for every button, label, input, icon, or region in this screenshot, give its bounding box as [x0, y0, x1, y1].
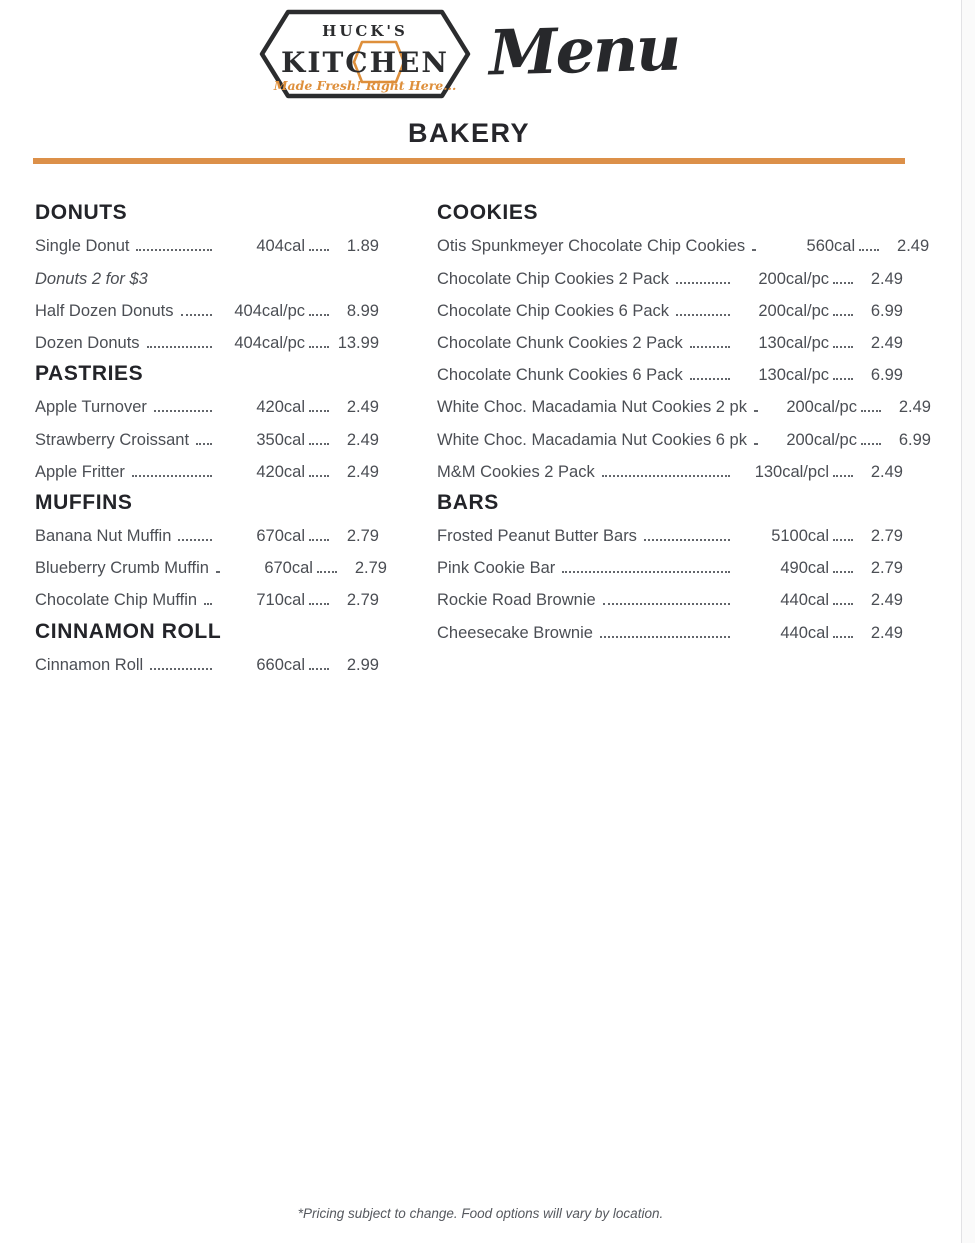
- menu-item-row: [437, 417, 931, 449]
- menu-item-row: [437, 546, 903, 578]
- item-price: 2.49: [870, 591, 903, 610]
- dot-leader: [833, 571, 853, 573]
- item-calories: 670cal: [256, 527, 305, 546]
- item-price: 6.99: [870, 301, 903, 320]
- item-price: 13.99: [337, 333, 379, 352]
- item-calories: 200cal/pc: [758, 301, 829, 320]
- item-calories: 670cal: [264, 559, 313, 578]
- dot-leader: [861, 410, 881, 412]
- item-name: Single Donut: [35, 237, 130, 256]
- menu-column: [437, 192, 931, 675]
- dot-leader: [132, 475, 212, 477]
- dot-leader: [752, 249, 756, 251]
- dot-leader: [602, 475, 730, 477]
- dot-leader: [754, 410, 758, 412]
- item-calories: 200cal/pc: [758, 269, 829, 288]
- menu-item-row: [35, 578, 379, 610]
- item-price: 2.49: [346, 430, 379, 449]
- item-name: Frosted Peanut Butter Bars: [437, 527, 637, 546]
- menu-item-row: [35, 385, 379, 417]
- item-name: White Choc. Macadamia Nut Cookies 2 pk: [437, 398, 747, 417]
- dot-leader: [676, 314, 730, 316]
- footer-note: *Pricing subject to change. Food options will vary by location.: [297, 1206, 664, 1221]
- logo-top-text: HUCK'S: [322, 22, 408, 40]
- dot-leader: [603, 603, 730, 605]
- page-gutter: [962, 0, 975, 1243]
- dot-leader: [309, 249, 329, 251]
- menu-item-row: [35, 321, 379, 353]
- dot-leader: [754, 443, 758, 445]
- section-title: MUFFINS: [35, 490, 133, 514]
- dot-leader: [690, 346, 730, 348]
- dot-leader: [833, 378, 853, 380]
- dot-leader: [690, 378, 730, 380]
- menu-item-row: [437, 256, 903, 288]
- item-price: 2.49: [870, 623, 903, 642]
- item-price: 2.99: [346, 655, 379, 674]
- item-name: Blueberry Crumb Muffin: [35, 559, 209, 578]
- menu-item-row: [437, 321, 903, 353]
- section-title: PASTRIES: [35, 362, 144, 386]
- item-calories: 350cal: [256, 430, 305, 449]
- item-name: Chocolate Chip Muffin: [35, 591, 198, 610]
- item-calories: 420cal: [256, 462, 305, 481]
- dot-leader: [317, 571, 337, 573]
- dot-leader: [562, 571, 730, 573]
- dot-leader: [833, 282, 853, 284]
- item-price: 6.99: [870, 366, 903, 385]
- dot-leader: [600, 636, 730, 638]
- item-price: 2.49: [870, 333, 903, 352]
- item-price: 2.79: [870, 559, 903, 578]
- dot-leader: [147, 346, 212, 348]
- dot-leader: [136, 249, 212, 251]
- dot-leader: [833, 475, 853, 477]
- dot-leader: [154, 410, 212, 412]
- dot-leader: [196, 443, 212, 445]
- section-title: COOKIES: [437, 201, 539, 225]
- menu-script-title: Menu: [487, 11, 680, 90]
- dot-leader: [676, 282, 730, 284]
- item-price: 2.79: [870, 527, 903, 546]
- dot-leader: [833, 603, 853, 605]
- section-title: DONUTS: [35, 201, 128, 225]
- item-name: White Choc. Macadamia Nut Cookies 6 pk: [437, 430, 747, 449]
- menu-item-row: [437, 610, 903, 642]
- dot-leader: [309, 475, 329, 477]
- item-calories: 560cal: [806, 237, 856, 256]
- menu-item-row: [35, 643, 379, 675]
- hucks-kitchen-logo: [259, 9, 471, 99]
- item-calories: 420cal: [256, 398, 305, 417]
- item-name: Chocolate Chip Cookies 6 Pack: [437, 301, 670, 320]
- item-name: Strawberry Croissant: [35, 430, 190, 449]
- item-calories: 710cal: [256, 591, 305, 610]
- dot-leader: [309, 668, 329, 670]
- item-calories: 404cal: [256, 237, 305, 256]
- item-price: 2.49: [870, 269, 903, 288]
- dot-leader: [309, 410, 329, 412]
- item-calories: 404cal/pc: [234, 333, 305, 352]
- item-price: 6.99: [898, 430, 931, 449]
- item-name: Apple Turnover: [35, 398, 147, 417]
- dot-leader: [181, 314, 213, 316]
- dot-leader: [216, 571, 220, 573]
- item-calories: 130cal/pcl: [754, 462, 829, 481]
- menu-column: [35, 192, 387, 675]
- dot-leader: [833, 636, 853, 638]
- item-name: Pink Cookie Bar: [437, 559, 556, 578]
- item-name: Chocolate Chunk Cookies 6 Pack: [437, 366, 683, 385]
- item-price: 8.99: [346, 301, 379, 320]
- item-price: 2.49: [346, 398, 379, 417]
- item-price: 2.49: [346, 462, 379, 481]
- page-title: BAKERY: [407, 118, 530, 148]
- menu-item-row: [35, 289, 379, 321]
- menu-item-row: [437, 224, 930, 256]
- menu-columns: [35, 192, 931, 675]
- accent-rule: [33, 158, 905, 164]
- item-name: Half Dozen Donuts: [35, 301, 174, 320]
- menu-item-row: [437, 289, 903, 321]
- item-calories: 200cal/pc: [786, 398, 857, 417]
- section-title: BARS: [437, 490, 499, 514]
- item-price: 2.79: [354, 559, 387, 578]
- menu-item-row: [35, 514, 379, 546]
- item-name: Banana Nut Muffin: [35, 527, 172, 546]
- item-calories: 490cal: [780, 559, 829, 578]
- menu-item-row: [35, 450, 379, 482]
- item-name: Apple Fritter: [35, 462, 125, 481]
- dot-leader: [309, 314, 329, 316]
- menu-item-note: Donuts 2 for $3: [35, 269, 148, 288]
- item-name: Chocolate Chip Cookies 2 Pack: [437, 269, 670, 288]
- item-name: Chocolate Chunk Cookies 2 Pack: [437, 333, 683, 352]
- section-title: CINNAMON ROLL: [35, 619, 222, 643]
- item-calories: 5100cal: [771, 527, 829, 546]
- menu-item-row: [437, 450, 903, 482]
- menu-item-row: [437, 578, 903, 610]
- item-price: 2.79: [346, 527, 379, 546]
- item-price: 2.49: [898, 398, 931, 417]
- item-price: 2.79: [346, 591, 379, 610]
- menu-item-row: [437, 385, 931, 417]
- item-name: Cheesecake Brownie: [437, 623, 593, 642]
- menu-item-row: [437, 353, 903, 385]
- item-calories: 660cal: [256, 655, 305, 674]
- item-calories: 130cal/pc: [758, 366, 829, 385]
- dot-leader: [644, 539, 730, 541]
- menu-item-row: [35, 224, 379, 256]
- header: [33, 0, 905, 100]
- menu-item-row: [35, 417, 379, 449]
- dot-leader: [861, 443, 881, 445]
- logo-name-text: KITCHEN: [280, 46, 449, 79]
- item-name: Cinnamon Roll: [35, 655, 144, 674]
- item-name: Dozen Donuts: [35, 333, 140, 352]
- item-price: 2.49: [870, 462, 903, 481]
- menu-item-row: [35, 546, 387, 578]
- dot-leader: [833, 314, 853, 316]
- item-name: Rockie Road Brownie: [437, 591, 596, 610]
- dot-leader: [150, 668, 212, 670]
- item-calories: 200cal/pc: [786, 430, 857, 449]
- dot-leader: [178, 539, 212, 541]
- dot-leader: [309, 443, 329, 445]
- item-calories: 440cal: [780, 591, 829, 610]
- dot-leader: [309, 346, 329, 348]
- dot-leader: [833, 539, 853, 541]
- dot-leader: [309, 603, 329, 605]
- item-calories: 440cal: [780, 623, 829, 642]
- item-name: Otis Spunkmeyer Chocolate Chip Cookies: [437, 237, 746, 256]
- item-calories: 130cal/pc: [758, 333, 829, 352]
- dot-leader: [309, 539, 329, 541]
- menu-item-row: [437, 514, 903, 546]
- dot-leader: [833, 346, 853, 348]
- item-name: M&M Cookies 2 Pack: [437, 462, 595, 481]
- item-price: 2.49: [897, 237, 930, 256]
- dot-leader: [859, 249, 879, 251]
- logo-tagline: Made Fresh! Right Here...: [273, 78, 457, 93]
- dot-leader: [204, 603, 212, 605]
- item-calories: 404cal/pc: [234, 301, 305, 320]
- item-price: 1.89: [346, 237, 379, 256]
